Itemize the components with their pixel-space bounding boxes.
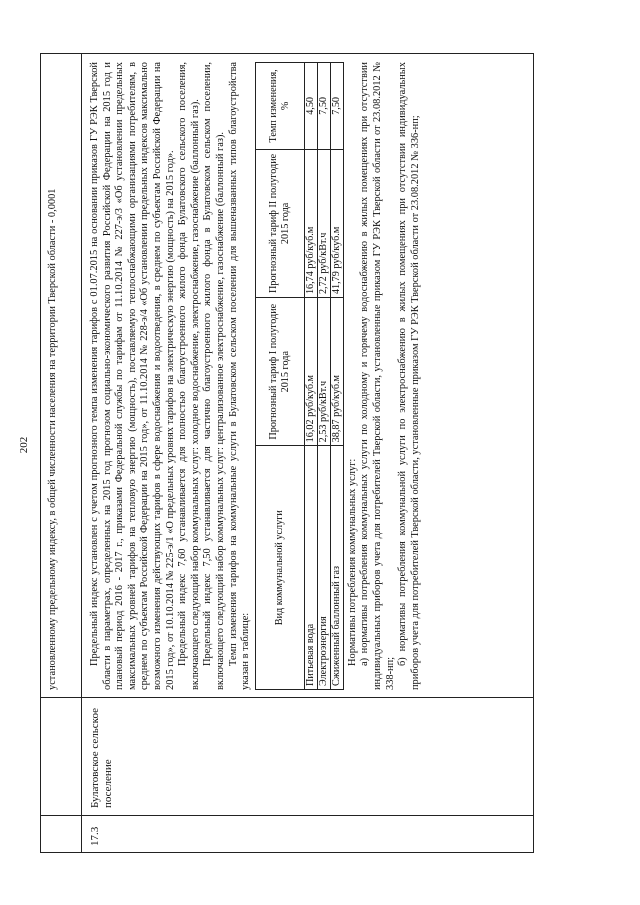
- top-fragment: установленному предельному индексу, в общей численности населения на территории Тверской области - 0,0001: [47, 188, 58, 690]
- cell-h1: 16,02 руб/куб.м: [304, 298, 317, 446]
- cell-service: Сжиженный баллонный газ: [330, 446, 343, 690]
- cell-service: Питьевая вода: [304, 446, 317, 690]
- cell-h1: 2,53 руб/кВт.ч: [317, 298, 330, 446]
- rotated-page: [40, 53, 600, 853]
- tariff-table-header: [255, 63, 304, 690]
- settlement-name: Булатовское сельское поселение: [89, 708, 114, 808]
- column-divider-1: [41, 815, 533, 816]
- header-rate: Темп изменения, %: [255, 63, 304, 150]
- paragraph-index-basis: Предельный индекс установлен с учетом прогнозного темпа изменения тарифов с 01.07.2015 на основании приказов ГУ РЭК Тверской области в параметрах, определенных на 2015 год прогнозом социально-экономического развития Российской Федерации на 2015 год и плановый период 2016 - 2017 г., приказами Федеральной службы по тарифам от 11.10.2014 № 227-э/3 «Об установлении предельных максимальных уровней тарифов на тепловую энергию (мощность), поставляемую теплоснабжающими организациями потребителям, в среднем по субъектам Российской Федерации на 2015 год», от 11.10.2014 № 228-э/4 «Об установлении предельных индексов максимально возможного изменения действующих тарифов в сфере водоснабжения и водоотведения, в среднем по субъектам Российской Федерации на 2015 год», от 10.10.2014 № 225-э/1 «О предельных уровнях тарифов на электрическую энергию (мощность) на 2015 год».: [89, 62, 176, 690]
- cell-h2: 2,72 руб/кВт.ч: [317, 149, 330, 297]
- cell-h2: 16,74 руб/куб.м: [304, 149, 317, 297]
- cell-h1: 38,87 руб/куб.м: [330, 298, 343, 446]
- cell-rate: 7,50: [317, 63, 330, 150]
- tariff-table: [255, 62, 344, 690]
- paragraph-table-intro: Темп изменения тарифов на коммунальные услуги в Булатовском сельском поселении для вышеназванных типов благоустройства указан в таблице:: [227, 62, 252, 690]
- norms-title: Нормативы потребления коммунальных услуг:: [346, 458, 358, 666]
- header-service: Вид коммунальной услуги: [255, 446, 304, 690]
- cell-rate: 4,50: [304, 63, 317, 150]
- table-row: [330, 63, 343, 690]
- paragraph-index-partial: Предельный индекс 7,50 устанавливается для частично благоустроенного жилого фонда в Булатовском сельском поселении, включающего следующий набор коммунальных услуг: централизованное электроснабжение, газоснабжение (баллонный газ).: [202, 62, 226, 690]
- cell-h2: 41,79 руб/куб.м: [330, 149, 343, 297]
- column-divider-2: [41, 697, 533, 698]
- main-text: [89, 62, 422, 690]
- row-number: 17.3: [89, 826, 101, 846]
- cell-rate: 7,50: [330, 63, 343, 150]
- header-tariff-h1: Прогнозный тариф I полугодие 2015 года: [255, 298, 304, 446]
- table-row: [317, 63, 330, 690]
- norms-item-a: а) нормативы потребления коммунальных услуги по холодному и горячему водоснабжению в жилых помещениях при отсутствии индивидуальных приборов учета для потребителей Тверской области, установленные приказом ГУ РЭК Тверской области от 23.08.2012 № 338-нп;: [359, 62, 396, 690]
- paragraph-index-full: Предельный индекс 7,60 устанавливается для полностью благоустроенного жилого фонда Булатовского сельского поселения, включающего следующий набор коммунальных услуг: холодное водоснабжение, электроснабжение, газоснабжение (баллонный газ).: [177, 62, 201, 690]
- norms-item-b: б) нормативы потребления коммунальной услуги по электроснабжению в жилых помещениях при отсутствии индивидуальных приборов учета для потребителей Тверской области, установленные приказом ГУ РЭК Тверской области от 23.08.2012 № 336-нп;: [397, 62, 421, 690]
- table-row: [304, 63, 317, 690]
- document-table: [40, 53, 534, 853]
- cell-service: Электроэнергия: [317, 446, 330, 690]
- header-tariff-h2: Прогнозный тариф II полугодие 2015 года: [255, 149, 304, 297]
- row-divider: [81, 54, 82, 852]
- page-number: 202: [18, 436, 30, 454]
